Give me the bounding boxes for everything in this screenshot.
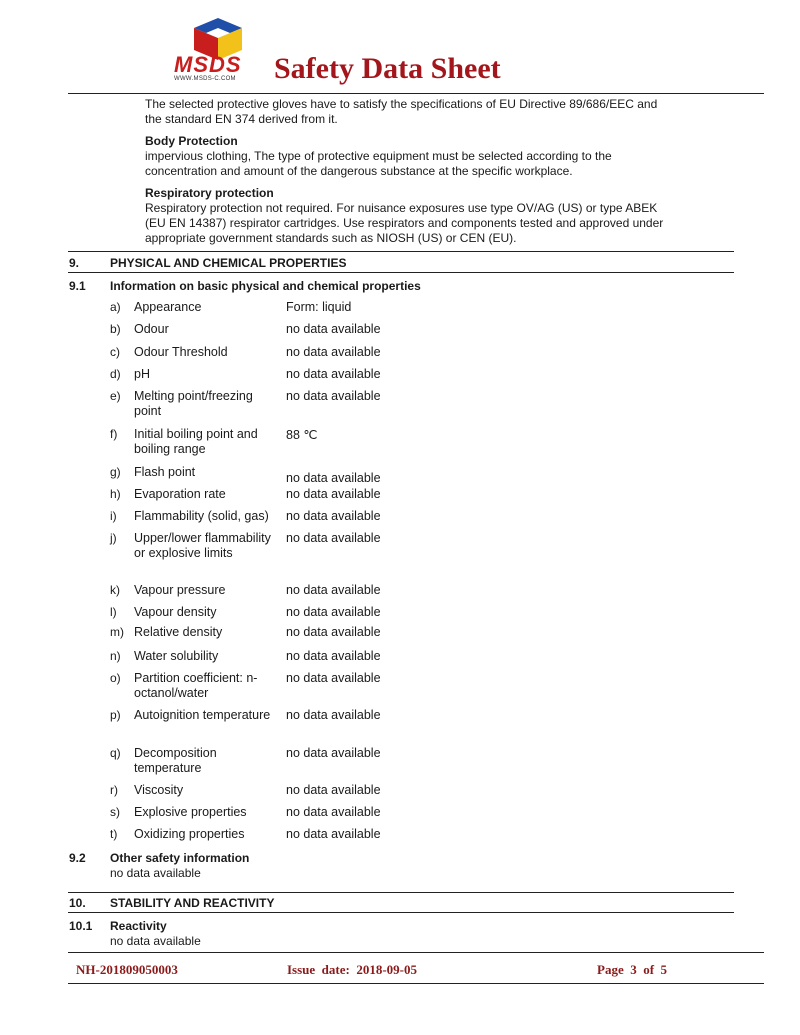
logo	[172, 16, 264, 84]
logo-url: WWW.MSDS-C.COM	[174, 76, 236, 82]
property-letter: l)	[110, 605, 117, 619]
footer-bottom-divider	[68, 983, 764, 984]
property-letter: t)	[110, 827, 118, 841]
text-line: Respiratory protection not required. For nuisance exposures use type OV/AG (US) or type ABEK	[145, 201, 658, 215]
property-value: no data available	[286, 625, 381, 639]
property-label: Partition coefficient: n-octanol/water	[134, 671, 258, 700]
property-value: no data available	[286, 471, 381, 485]
page-title: Safety Data Sheet	[274, 52, 501, 85]
property-label: Vapour pressure	[134, 583, 226, 597]
section-10-title: STABILITY AND REACTIVITY	[110, 896, 275, 910]
property-letter: m)	[110, 625, 124, 639]
subsection-9-2-number: 9.2	[69, 851, 86, 865]
property-label: Flammability (solid, gas)	[134, 509, 269, 523]
property-label: Upper/lower flammability or explosive limits	[134, 531, 271, 560]
text-line: (EU EN 14387) respirator cartridges. Use respirators and components tested and approved under	[145, 216, 664, 230]
section-10-number: 10.	[69, 896, 86, 910]
subsection-10-1-number: 10.1	[69, 919, 93, 933]
property-letter: f)	[110, 427, 118, 441]
property-value: no data available	[286, 487, 381, 501]
property-label: Explosive properties	[134, 805, 247, 819]
section-10-underline	[68, 912, 734, 913]
subsection-9-2-title: Other safety information	[110, 851, 250, 865]
text-line: appropriate government standards such as NIOSH (US) or CEN (EU).	[145, 231, 517, 245]
property-value: no data available	[286, 509, 381, 523]
property-label: Decomposition temperature	[134, 746, 217, 775]
text-line: the standard EN 374 derived from it.	[145, 112, 338, 126]
subsection-9-1-number: 9.1	[69, 279, 86, 293]
body-protection-heading: Body Protection	[145, 134, 238, 148]
property-label: Viscosity	[134, 783, 184, 797]
text-line: impervious clothing, The type of protective equipment must be selected according to the	[145, 149, 612, 163]
property-value: no data available	[286, 671, 381, 685]
subsection-10-1-text: no data available	[110, 934, 201, 948]
property-value: no data available	[286, 531, 381, 545]
subsection-9-2-text: no data available	[110, 866, 201, 880]
document-id: NH-201809050003	[76, 962, 178, 977]
respiratory-protection-heading: Respiratory protection	[145, 186, 274, 200]
property-label: Odour Threshold	[134, 345, 228, 359]
section-divider	[68, 892, 734, 893]
property-letter: s)	[110, 805, 120, 819]
property-label: pH	[134, 367, 150, 381]
text-line: The selected protective gloves have to satisfy the specifications of EU Directive 89/686/EEC and	[145, 97, 658, 111]
page-number: Page 3 of 5	[597, 962, 668, 977]
property-label: Oxidizing properties	[134, 827, 245, 841]
property-letter: k)	[110, 583, 120, 597]
property-label: Melting point/freezing point	[134, 389, 253, 418]
section-9-underline	[68, 272, 734, 273]
property-label: Relative density	[134, 625, 223, 639]
section-divider	[68, 251, 734, 252]
property-letter: p)	[110, 708, 121, 722]
property-letter: g)	[110, 465, 121, 479]
subsection-9-1-title: Information on basic physical and chemical properties	[110, 279, 421, 293]
property-letter: q)	[110, 746, 121, 760]
property-letter: e)	[110, 389, 121, 403]
property-value: no data available	[286, 708, 381, 722]
property-value: 88 ℃	[286, 428, 318, 442]
footer-divider	[68, 952, 764, 953]
property-letter: h)	[110, 487, 121, 501]
property-value: no data available	[286, 345, 381, 359]
property-label: Autoignition temperature	[134, 708, 271, 722]
property-letter: a)	[110, 300, 121, 314]
respiratory-protection-paragraph	[145, 201, 745, 246]
issue-date: Issue date: 2018-09-05	[287, 962, 417, 977]
property-letter: n)	[110, 649, 121, 663]
property-label: Odour	[134, 322, 169, 336]
property-label: Initial boiling point and boiling range	[134, 427, 258, 456]
gloves-paragraph	[145, 97, 745, 127]
property-value: no data available	[286, 389, 381, 403]
section-9-title: PHYSICAL AND CHEMICAL PROPERTIES	[110, 256, 347, 270]
property-label: Water solubility	[134, 649, 219, 663]
property-letter: d)	[110, 367, 121, 381]
property-label: Evaporation rate	[134, 487, 226, 501]
property-value: no data available	[286, 649, 381, 663]
property-value: no data available	[286, 805, 381, 819]
property-letter: j)	[110, 531, 117, 545]
property-label: Appearance	[134, 300, 202, 314]
property-value: no data available	[286, 783, 381, 797]
section-9-number: 9.	[69, 256, 80, 270]
property-letter: c)	[110, 345, 120, 359]
property-value: Form: liquid	[286, 300, 352, 314]
property-letter: b)	[110, 322, 121, 336]
property-value: no data available	[286, 746, 381, 760]
property-value: no data available	[286, 583, 381, 597]
property-letter: i)	[110, 509, 117, 523]
subsection-10-1-title: Reactivity	[110, 919, 167, 933]
text-line: concentration and amount of the dangerous substance at the specific workplace.	[145, 164, 573, 178]
header-divider	[68, 93, 764, 94]
property-value: no data available	[286, 367, 381, 381]
property-value: no data available	[286, 605, 381, 619]
logo-text: MSDS	[174, 52, 242, 77]
property-label: Vapour density	[134, 605, 217, 619]
property-letter: r)	[110, 783, 118, 797]
property-letter: o)	[110, 671, 121, 685]
property-label: Flash point	[134, 465, 196, 479]
property-value: no data available	[286, 322, 381, 336]
property-value: no data available	[286, 827, 381, 841]
body-protection-paragraph	[145, 149, 745, 179]
